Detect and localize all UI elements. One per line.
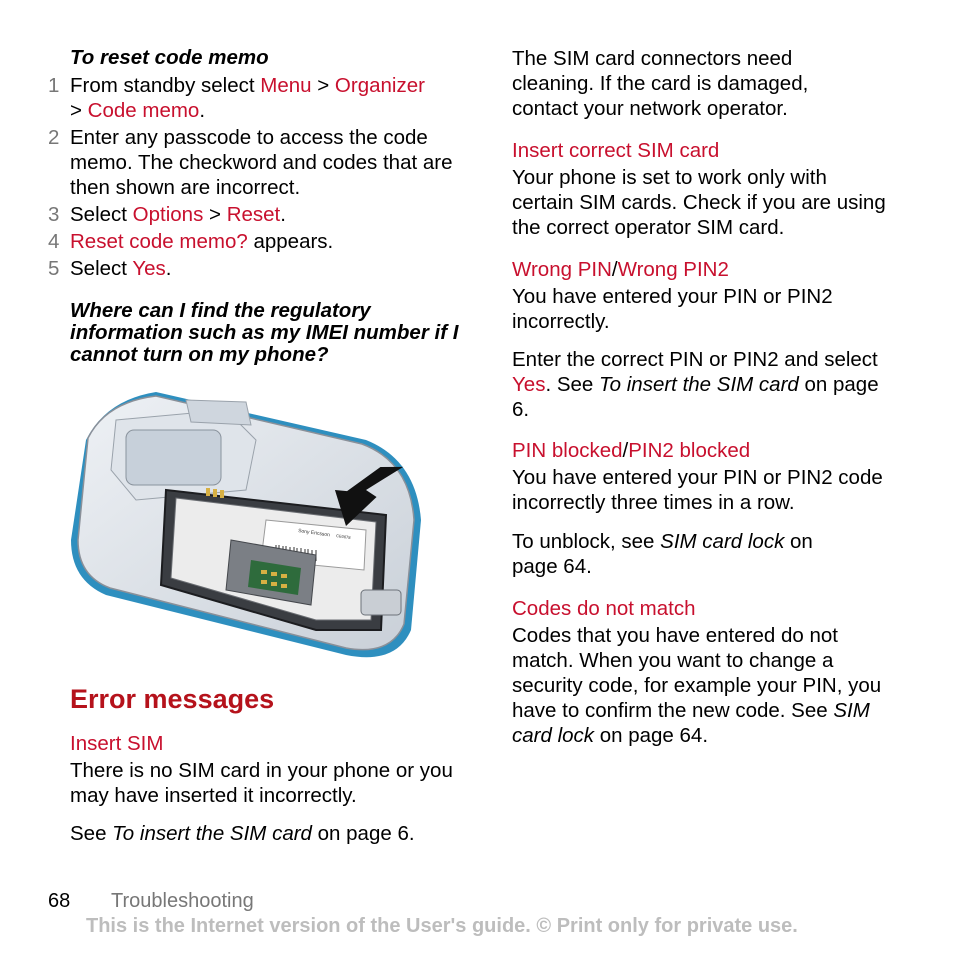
step-number: 5 <box>48 257 60 280</box>
insert-correct-sim-title: Insert correct SIM card <box>512 139 720 162</box>
connectors-text: The SIM card connectors need cleaning. If the card is damaged, contact your network operator. <box>512 47 809 120</box>
insert-sim-title: Insert SIM <box>70 732 164 755</box>
codes-do-not-match-title: Codes do not match <box>512 597 696 620</box>
insert-sim-text: There is no SIM card in your phone or you may have inserted it incorrectly. <box>70 759 453 807</box>
pin-blocked-unblock: To unblock, see SIM card lock on page 64. <box>512 530 813 578</box>
code-memo-link: Code memo <box>87 99 200 122</box>
label-brand-text: Sony Ericsson <box>297 528 331 539</box>
step-number: 2 <box>48 126 60 149</box>
menu-link: Menu <box>260 74 312 97</box>
step-5: 5 Select Yes. <box>48 257 172 280</box>
step-number: 1 <box>48 74 60 97</box>
page-number: 68 <box>48 890 71 912</box>
faq-heading: Where can I find the regulatory information such as my IMEI number if I cannot turn on my phone? <box>70 299 459 366</box>
yes-link: Yes <box>132 257 166 280</box>
yes-link: Yes <box>512 373 546 396</box>
phone-battery-illustration <box>66 380 432 665</box>
step-1: 1 From standby select Menu > Organizer > Code memo. <box>48 74 425 122</box>
reset-code-memo-heading: To reset code memo <box>70 46 269 69</box>
wrong-pin-instructions: Enter the correct PIN or PIN2 and select Yes. See To insert the SIM card on page 6. <box>512 348 879 421</box>
step-3: 3 Select Options > Reset. <box>48 203 286 226</box>
insert-sim-see: See To insert the SIM card on page 6. <box>70 822 415 845</box>
insert-correct-sim-text: Your phone is set to work only with certain SIM cards. Check if you are using the correct operator SIM card. <box>512 166 886 239</box>
step-number: 3 <box>48 203 60 226</box>
label-ce-text: CE0678 <box>335 533 351 541</box>
wrong-pin-text: You have entered your PIN or PIN2 incorrectly. <box>512 285 833 333</box>
step-4: 4 Reset code memo? appears. <box>48 230 334 253</box>
steps-list <box>48 73 470 283</box>
pin-blocked-text: You have entered your PIN or PIN2 code incorrectly three times in a row. <box>512 466 883 514</box>
organizer-link: Organizer <box>334 74 425 97</box>
step-2: 2 Enter any passcode to access the code memo. The checkword and codes that are then shown are incorrect. <box>48 126 453 199</box>
reset-code-memo-link: Reset code memo? <box>70 230 248 253</box>
wrong-pin-title: Wrong PIN/Wrong PIN2 <box>512 258 729 281</box>
error-messages-heading: Error messages <box>70 684 275 714</box>
section-name: Troubleshooting <box>111 890 254 912</box>
reset-link: Reset <box>226 203 281 226</box>
codes-do-not-match-text: Codes that you have entered do not match. When you want to change a security code, for example your PIN, you have to confirm the new code. See SIM card lock on page 64. <box>512 624 882 747</box>
step-number: 4 <box>48 230 60 253</box>
disclaimer: This is the Internet version of the User's guide. © Print only for private use. <box>86 915 798 937</box>
options-link: Options <box>132 203 204 226</box>
pin-blocked-title: PIN blocked/PIN2 blocked <box>512 439 751 462</box>
